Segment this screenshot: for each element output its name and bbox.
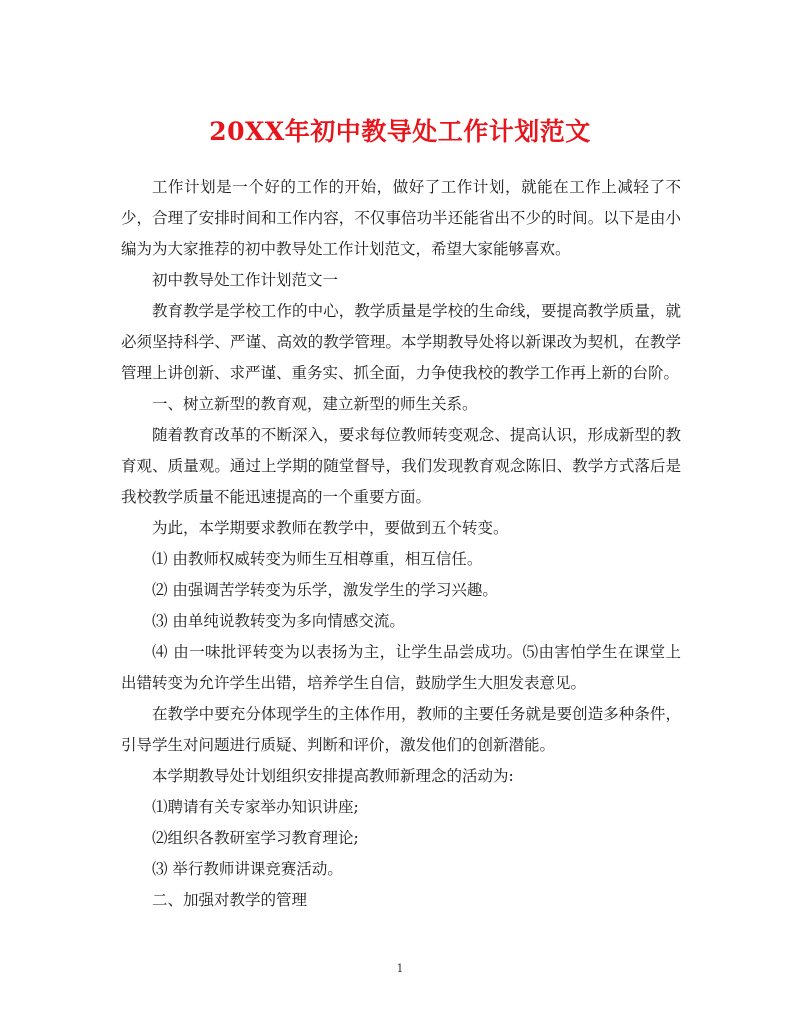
paragraph: 在教学中要充分体现学生的主体作用，教师的主要任务就是要创造多种条件，引导学生对问题进行质疑、判断和评价，激发他们的创新潜能。: [121, 705, 681, 754]
list-item: ⑷ 由一味批评转变为以表扬为主，让学生品尝成功。⑸由害怕学生在课堂上出错转变为允许学生出错，培养学生自信，鼓励学生大胆发表意见。: [121, 643, 681, 692]
list-item: ⑵ 由强调苦学转变为乐学，激发学生的学习兴趣。: [152, 581, 498, 599]
list-item: ⑴聘请有关专家举办知识讲座;: [152, 798, 359, 816]
paragraph: 随着教育改革的不断深入，要求每位教师转变观念、提高认识，形成新型的教育观、质量观。通过上学期的随堂督导，我们发现教育观念陈旧、教学方式落后是我校教学质量不能迅速提高的一个重要方面。: [121, 426, 681, 506]
list-item: ⑵组织各教研室学习教育理论;: [152, 829, 359, 847]
paragraph: 本学期教导处计划组织安排提高教师新理念的活动为:: [152, 767, 514, 785]
paragraph-intro: 工作计划是一个好的工作的开始，做好了工作计划，就能在工作上减轻了不少，合理了安排时间和工作内容，不仅事倍功半还能省出不少的时间。以下是由小编为为大家推荐的初中教导处工作计划范文，希望大家能够喜欢。: [121, 178, 681, 258]
paragraph: 为此，本学期要求教师在教学中，要做到五个转变。: [152, 519, 509, 537]
list-item: ⑶ 举行教师讲课竞赛活动。: [152, 860, 343, 878]
document-title: 20XX年初中教导处工作计划范文: [209, 117, 591, 146]
page-number: 1: [396, 962, 404, 975]
paragraph: 教育教学是学校工作的中心，教学质量是学校的生命线，要提高教学质量，就必须坚持科学、严谨、高效的教学管理。本学期教导处将以新课改为契机，在教学管理上讲创新、求严谨、重务实、抓全面，力争使我校的教学工作再上新的台阶。: [121, 302, 681, 382]
section-heading: 二、加强对教学的管理: [152, 891, 308, 909]
section-heading: 一、树立新型的教育观，建立新型的师生关系。: [152, 395, 478, 413]
paragraph-subtitle: 初中教导处工作计划范文一: [152, 271, 339, 289]
document-body: [121, 172, 681, 916]
list-item: ⑶ 由单纯说教转变为多向情感交流。: [152, 612, 405, 630]
list-item: ⑴ 由教师权威转变为师生互相尊重，相互信任。: [152, 550, 483, 568]
